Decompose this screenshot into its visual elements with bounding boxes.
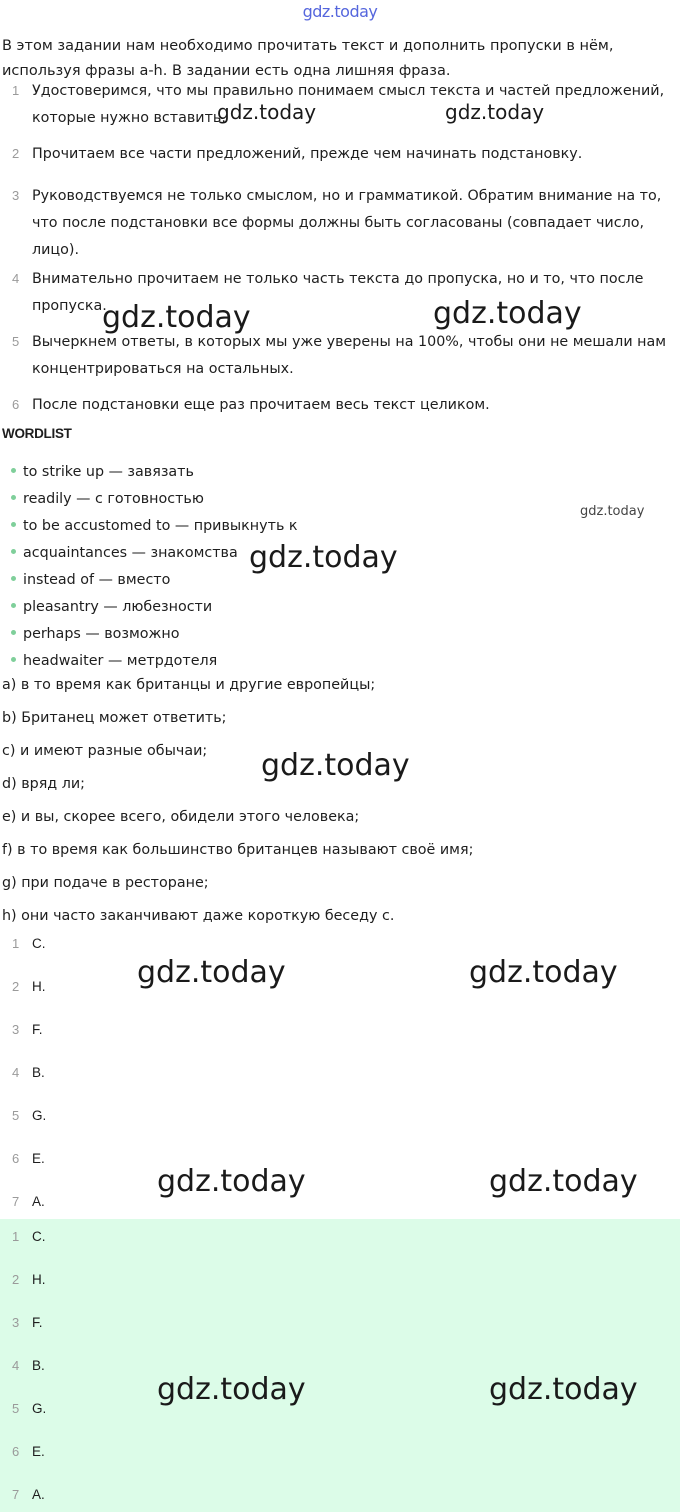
wordlist-item xyxy=(11,540,238,567)
answer-number: 4 xyxy=(12,1065,20,1080)
answer-row xyxy=(0,1015,680,1045)
option-item: e) и вы, скорее всего, обидели этого человека; xyxy=(2,809,360,825)
step-text: После подстановки еще раз прочитаем весь текст целиком. xyxy=(32,397,490,413)
wordlist-item-text: to strike up — завязать xyxy=(23,464,194,480)
watermark: gdz.today xyxy=(261,748,410,783)
wordlist-item-text: headwaiter — метрдотеля xyxy=(23,653,218,669)
answer-number: 2 xyxy=(12,1272,20,1287)
watermark: gdz.today xyxy=(489,1372,638,1407)
bullet-icon xyxy=(11,657,16,662)
answer-row xyxy=(0,1437,680,1467)
bullet-icon xyxy=(11,468,16,473)
answer-number: 1 xyxy=(12,936,20,951)
option-item: c) и имеют разные обычаи; xyxy=(2,743,208,759)
wordlist-item xyxy=(11,513,298,540)
wordlist-item-text: readily — с готовностью xyxy=(23,491,204,507)
answer-value: H. xyxy=(32,979,46,994)
answer-value: F. xyxy=(32,1022,43,1037)
step-text: Руководствуемся не только смыслом, но и грамматикой. Обратим внимание на то, что после подстановки все формы должны быть согласованы (совпадает число, лицо). xyxy=(32,188,662,258)
step-number: 4 xyxy=(12,271,20,286)
site-title: gdz.today xyxy=(302,2,378,21)
answer-value: G. xyxy=(32,1401,47,1416)
answer-value: C. xyxy=(32,1229,46,1244)
bullet-icon xyxy=(11,522,16,527)
answer-number: 1 xyxy=(12,1229,20,1244)
answer-number: 5 xyxy=(12,1108,20,1123)
watermark: gdz.today xyxy=(102,300,251,335)
step-number: 3 xyxy=(12,188,20,203)
answer-value: H. xyxy=(32,1272,46,1287)
answer-row xyxy=(0,1308,680,1338)
answer-number: 3 xyxy=(12,1315,20,1330)
step-number: 1 xyxy=(12,83,20,98)
answer-row xyxy=(0,1480,680,1510)
step-text: Вычеркнем ответы, в которых мы уже уверены на 100%, чтобы они не мешали нам концентрироваться на остальных. xyxy=(32,334,667,377)
answer-number: 7 xyxy=(12,1487,20,1502)
option-item: d) вряд ли; xyxy=(2,776,85,792)
wordlist-heading: WORDLIST xyxy=(2,426,72,441)
answer-row xyxy=(0,1222,680,1252)
answer-value: C. xyxy=(32,936,46,951)
answer-value: E. xyxy=(32,1151,45,1166)
option-item: a) в то время как британцы и другие европейцы; xyxy=(2,677,376,693)
answers-highlight-block xyxy=(0,1219,680,1512)
wordlist-item-text: acquaintances — знакомства xyxy=(23,545,238,561)
watermark: gdz.today xyxy=(249,540,398,575)
step-number: 5 xyxy=(12,334,20,349)
watermark: gdz.today xyxy=(433,296,582,331)
bullet-icon xyxy=(11,576,16,581)
answer-value: A. xyxy=(32,1194,45,1209)
option-item: h) они часто заканчивают даже короткую беседу с. xyxy=(2,908,395,924)
answer-number: 3 xyxy=(12,1022,20,1037)
answer-value: B. xyxy=(32,1358,45,1373)
answer-row xyxy=(0,1058,680,1088)
option-item: b) Британец может ответить; xyxy=(2,710,227,726)
bullet-icon xyxy=(11,630,16,635)
answer-value: G. xyxy=(32,1108,47,1123)
step-text: Прочитаем все части предложений, прежде чем начинать подстановку. xyxy=(32,146,583,162)
wordlist-item xyxy=(11,486,204,513)
wordlist-item-text: perhaps — возможно xyxy=(23,626,180,642)
watermark: gdz.today xyxy=(217,100,317,124)
answer-row xyxy=(0,1101,680,1131)
step-number: 2 xyxy=(12,146,20,161)
bullet-icon xyxy=(11,603,16,608)
step-number: 6 xyxy=(12,397,20,412)
option-item: f) в то время как большинство британцев называют своё имя; xyxy=(2,842,474,858)
wordlist-item-text: instead of — вместо xyxy=(23,572,171,588)
answer-value: A. xyxy=(32,1487,45,1502)
step-text: Удостоверимся, что мы правильно понимаем смысл текста и частей предложений, которые нужно вставить. xyxy=(32,83,665,126)
answer-value: F. xyxy=(32,1315,43,1330)
answer-value: B. xyxy=(32,1065,45,1080)
step-text: Внимательно прочитаем не только часть текста до пропуска, но и то, что после пропуска. xyxy=(32,271,644,314)
option-item: g) при подаче в ресторане; xyxy=(2,875,209,891)
answer-number: 6 xyxy=(12,1444,20,1459)
wordlist-item xyxy=(11,459,194,486)
answer-number: 6 xyxy=(12,1151,20,1166)
wordlist-item xyxy=(11,567,170,594)
watermark: gdz.today xyxy=(580,504,645,519)
watermark: gdz.today xyxy=(137,955,286,990)
wordlist-item xyxy=(11,594,212,621)
intro-text: В этом задании нам необходимо прочитать текст и дополнить пропуски в нём, используя фразы a-h. В задании есть одна лишняя фраза. xyxy=(2,38,614,79)
wordlist-item-text: pleasantry — любезности xyxy=(23,599,213,615)
watermark: gdz.today xyxy=(157,1164,306,1199)
answer-number: 5 xyxy=(12,1401,20,1416)
watermark: gdz.today xyxy=(157,1372,306,1407)
wordlist-item xyxy=(11,621,180,648)
watermark: gdz.today xyxy=(445,100,545,124)
answer-value: E. xyxy=(32,1444,45,1459)
answer-number: 7 xyxy=(12,1194,20,1209)
watermark: gdz.today xyxy=(469,955,618,990)
answer-row xyxy=(0,1265,680,1295)
bullet-icon xyxy=(11,549,16,554)
bullet-icon xyxy=(11,495,16,500)
wordlist-item-text: to be accustomed to — привыкнуть к xyxy=(23,518,298,534)
answer-number: 2 xyxy=(12,979,20,994)
answer-number: 4 xyxy=(12,1358,20,1373)
watermark: gdz.today xyxy=(489,1164,638,1199)
